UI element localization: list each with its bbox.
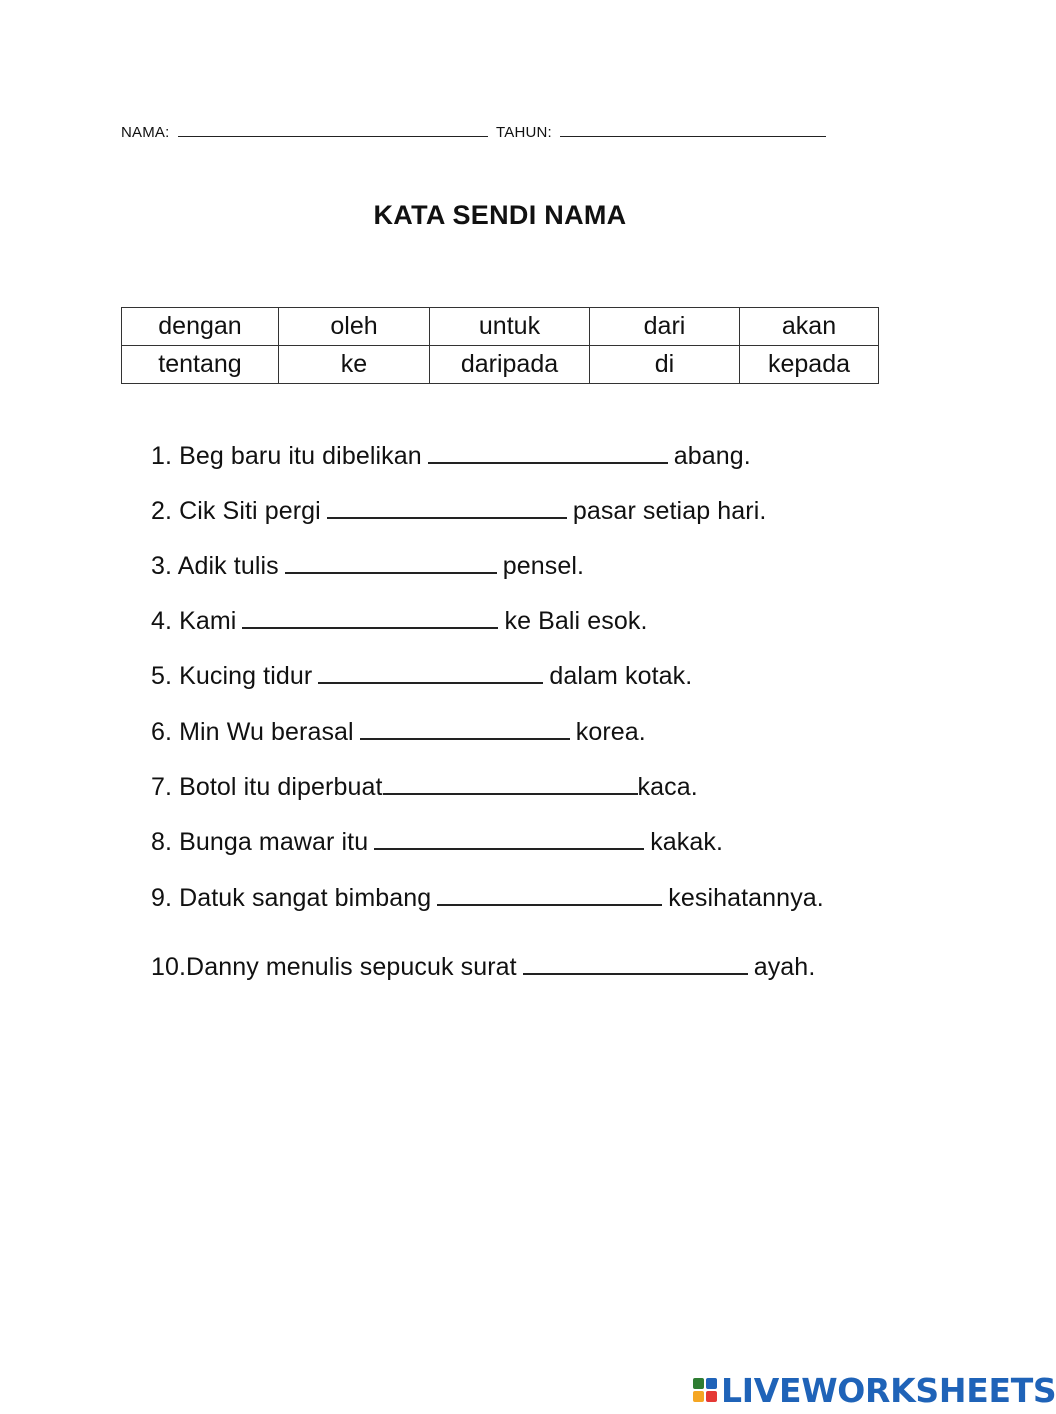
answer-blank-2[interactable]: [327, 495, 567, 519]
answer-blank-3[interactable]: [285, 550, 497, 574]
word-cell: di: [590, 346, 740, 384]
name-label: NAMA:: [121, 124, 170, 141]
logo-grid-icon: [693, 1378, 717, 1402]
question-9: [151, 882, 824, 913]
answer-blank-6[interactable]: [360, 716, 570, 740]
word-bank-row: [122, 346, 879, 384]
question-text-end: dalam kotak.: [549, 662, 693, 690]
answer-blank-8[interactable]: [374, 826, 644, 850]
question-text: 4. Kami: [151, 607, 237, 635]
question-10: [151, 951, 815, 982]
question-3: [151, 550, 584, 581]
question-text-end: abang.: [673, 442, 751, 470]
page-title: KATA SENDI NAMA: [373, 200, 627, 230]
question-4: [151, 605, 648, 636]
logo-text: LIVEWORKSHEETS: [721, 1370, 1056, 1410]
question-text-end: pensel.: [502, 552, 585, 580]
word-cell: akan: [740, 308, 879, 346]
question-5: [151, 660, 692, 691]
year-label: TAHUN:: [496, 124, 552, 141]
answer-blank-10[interactable]: [523, 951, 748, 975]
question-text-end: kakak.: [650, 828, 724, 856]
answer-blank-5[interactable]: [318, 660, 543, 684]
question-text-end: pasar setiap hari.: [572, 497, 767, 525]
question-text-end: kaca.: [637, 773, 698, 801]
name-year-header: [121, 122, 830, 141]
answer-blank-9[interactable]: [437, 882, 662, 906]
word-cell: dengan: [122, 308, 279, 346]
answer-blank-4[interactable]: [242, 605, 498, 629]
word-cell: untuk: [430, 308, 590, 346]
word-cell: ke: [279, 346, 430, 384]
question-text-end: ke Bali esok.: [504, 607, 648, 635]
question-text-end: kesihatannya.: [668, 884, 824, 912]
question-text: 2. Cik Siti pergi: [151, 497, 321, 525]
liveworksheets-logo: [693, 1372, 1056, 1408]
word-bank-table: [121, 307, 879, 384]
question-text: 5. Kucing tidur: [151, 662, 313, 690]
word-cell: oleh: [279, 308, 430, 346]
word-bank-row: [122, 308, 879, 346]
question-text: 7. Botol itu diperbuat: [151, 773, 383, 801]
question-text: 1. Beg baru itu dibelikan: [151, 442, 422, 470]
question-text-end: ayah.: [753, 953, 816, 981]
answer-blank-7[interactable]: [383, 771, 638, 795]
question-8: [151, 826, 723, 857]
year-input-line[interactable]: [560, 122, 826, 137]
question-text: 3. Adik tulis: [151, 552, 279, 580]
question-text-end: korea.: [575, 718, 646, 746]
question-2: [151, 495, 766, 526]
answer-blank-1[interactable]: [428, 440, 668, 464]
question-1: [151, 440, 751, 471]
word-cell: dari: [590, 308, 740, 346]
question-text: 10.Danny menulis sepucuk surat: [151, 953, 517, 981]
word-cell: tentang: [122, 346, 279, 384]
word-cell: kepada: [740, 346, 879, 384]
word-cell: daripada: [430, 346, 590, 384]
question-7: [151, 771, 698, 802]
question-6: [151, 716, 646, 747]
question-text: 6. Min Wu berasal: [151, 718, 354, 746]
question-text: 8. Bunga mawar itu: [151, 828, 369, 856]
question-text: 9. Datuk sangat bimbang: [151, 884, 432, 912]
name-input-line[interactable]: [178, 122, 488, 137]
